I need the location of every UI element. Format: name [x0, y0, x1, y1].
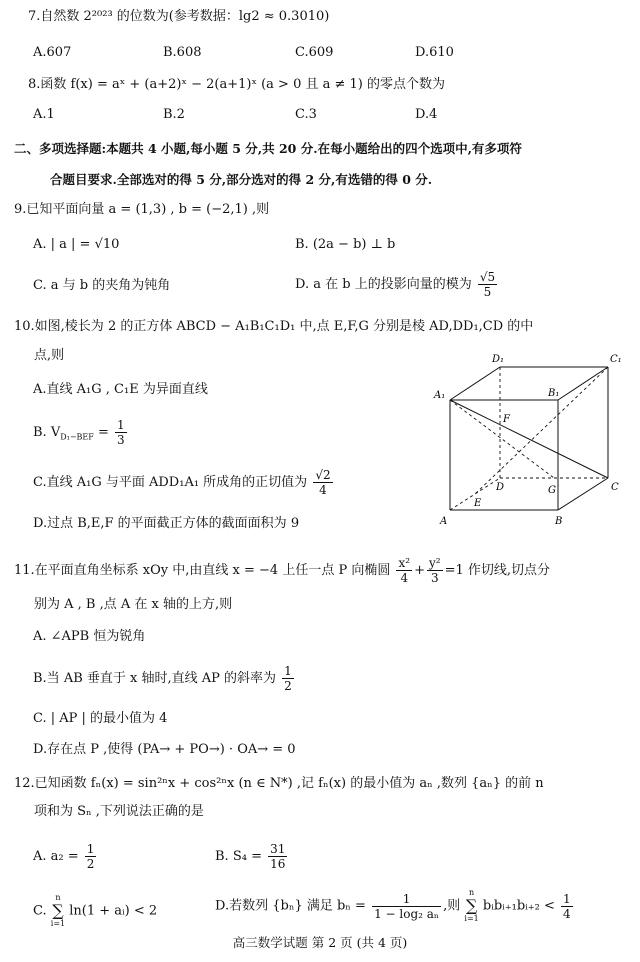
q12-option-a	[33, 842, 98, 871]
q12-option-d-sum-bottom: i=1	[464, 914, 479, 923]
q11-plus: +	[414, 563, 425, 578]
q12-option-c-sum-bottom: i=1	[50, 919, 66, 928]
q9-option-d-numerator: √5	[479, 270, 496, 284]
label-c1: C₁	[610, 354, 622, 365]
q11-four: 4	[400, 571, 409, 585]
line-a1-g-hidden	[450, 400, 554, 478]
line-c1-e-hidden	[475, 367, 608, 494]
q7-option-b: B.608	[163, 45, 202, 60]
q9-option-a: A. | a | = √10	[33, 237, 120, 252]
edge-b-c	[558, 478, 608, 510]
q11-stem-text: 11.在平面直角坐标系 xOy 中,由直线 x = −4 上任一点 P 向椭圆	[14, 563, 391, 578]
q9-option-d-denominator: 5	[483, 285, 492, 299]
edge-a1-d1	[450, 367, 500, 400]
q12-option-d-denominator2: 4	[563, 906, 571, 921]
q11-option-b-numerator: 1	[284, 664, 292, 678]
q11-option-b-denominator: 2	[284, 679, 292, 693]
q11-stem-line2: 别为 A , B ,点 A 在 x 轴的上方,则	[34, 597, 233, 612]
label-a1: A₁	[434, 390, 446, 401]
q12-option-b	[215, 842, 289, 871]
q12-option-c-sum-top: n	[55, 893, 61, 902]
section2-line2: 合题目要求.全部选对的得 5 分,部分选对的得 2 分,有选错的得 0 分.	[50, 172, 433, 187]
q12-option-b-numerator: 31	[270, 842, 286, 856]
q12-option-b-denominator: 16	[270, 857, 286, 871]
q7-stem: 7.自然数 2²⁰²³ 的位数为(参考数据：lg2 ≈ 0.3010)	[28, 9, 330, 24]
q9-option-d	[295, 270, 499, 299]
q12-option-c-label: C.	[33, 903, 47, 919]
q10-option-c-text: C.直线 A₁G 与平面 ADD₁A₁ 所成角的正切值为	[33, 475, 308, 490]
q10-option-d: D.过点 B,E,F 的平面截正方体的截面面积为 9	[33, 516, 300, 531]
q12-option-d-mid: ,则	[443, 898, 461, 914]
q11-option-a: A. ∠APB 恒为锐角	[33, 629, 146, 644]
q11-option-b	[33, 664, 296, 693]
q9-option-b: B. (2a − b) ⊥ b	[295, 237, 396, 252]
cube-figure	[430, 350, 630, 530]
label-g: G	[548, 485, 556, 496]
q12-option-d-sum	[464, 888, 478, 924]
q12-option-d-sum-top: n	[469, 888, 475, 897]
q8-option-c: C.3	[295, 107, 317, 122]
q11-three: 3	[430, 571, 439, 585]
q11-y-squared: y²	[428, 556, 441, 570]
section2-line1: 二、多项选择题:本题共 4 小题,每小题 5 分,共 20 分.在每小题给出的四个选项中,有多项符	[14, 141, 522, 156]
q10-option-b	[33, 418, 129, 447]
q10-option-c-denominator: 4	[319, 483, 327, 497]
q12-option-d	[215, 888, 575, 924]
label-b1: B₁	[548, 388, 560, 399]
q9-option-c: C. a 与 b 的夹角为钝角	[33, 278, 171, 293]
q12-option-a-text: A. a₂ =	[33, 849, 79, 864]
q12-option-c-sum	[51, 893, 65, 929]
page-footer: 高三数学试题 第 2 页 (共 4 页)	[232, 935, 408, 950]
q12-option-d-numerator: 1	[372, 892, 441, 907]
q10-option-b-text: B. V	[33, 425, 61, 440]
q12-option-c	[33, 893, 157, 929]
q10-option-a: A.直线 A₁G , C₁E 为异面直线	[33, 382, 208, 397]
q10-stem-line1: 10.如图,棱长为 2 的正方体 ABCD − A₁B₁C₁D₁ 中,点 E,F,G 分别是棱 AD,DD₁,CD 的中	[14, 319, 534, 334]
q9-stem: 9.已知平面向量 a = (1,3) , b = (−2,1) ,则	[14, 202, 270, 217]
q11-fraction-y	[427, 556, 443, 585]
label-d1: D₁	[492, 354, 505, 365]
q11-option-b-fraction	[282, 664, 294, 693]
q8-option-d: D.4	[415, 107, 438, 122]
q12-option-d-denominator: 1 − log₂ aₙ	[374, 906, 440, 921]
edge-b1-c1	[558, 367, 608, 400]
label-d: D	[496, 482, 505, 493]
q8-option-b: B.2	[163, 107, 185, 122]
q7-option-a: A.607	[33, 45, 72, 60]
label-c: C	[611, 482, 619, 493]
q7-option-c: C.609	[295, 45, 334, 60]
q12-option-b-fraction	[268, 842, 287, 871]
q11-option-b-text: B.当 AB 垂直于 x 轴时,直线 AP 的斜率为	[33, 671, 277, 686]
q12-option-b-text: B. S₄ =	[215, 849, 262, 864]
q12-option-d-text: D.若数列 {bₙ} 满足 bₙ =	[215, 898, 366, 914]
q10-option-c-numerator: √2	[315, 468, 331, 482]
q10-option-b-numerator: 1	[116, 418, 125, 432]
q10-stem-line2: 点,则	[34, 348, 65, 363]
label-b: B	[555, 516, 563, 527]
q10-option-b-fraction	[115, 418, 127, 447]
q12-option-a-fraction	[85, 842, 97, 871]
q10-option-c-fraction	[313, 468, 332, 497]
q11-option-d: D.存在点 P ,使得 (PA→ + PO→) · OA→ = 0	[33, 742, 296, 757]
label-a: A	[440, 516, 448, 527]
q12-option-d-body: bᵢbᵢ₊₁bᵢ₊₂ <	[482, 898, 555, 914]
q10-option-b-subscript: D₁−BEF	[60, 432, 94, 442]
q7-option-d: D.610	[415, 45, 454, 60]
q10-option-b-equals: =	[93, 425, 109, 440]
q9-option-d-fraction	[478, 270, 497, 299]
q12-option-d-sigma: ∑	[465, 896, 478, 915]
q11-stem-line1	[14, 556, 550, 585]
q10-option-c	[33, 468, 335, 497]
q12-stem-line2: 项和为 Sₙ ,下列说法正确的是	[34, 804, 204, 819]
q11-fraction-x	[396, 556, 412, 585]
q8-stem: 8.函数 f(x) = aˣ + (a+2)ˣ − 2(a+1)ˣ (a > 0 且 a ≠ 1) 的零点个数为	[28, 77, 445, 92]
q12-stem-line1: 12.已知函数 fₙ(x) = sin²ⁿx + cos²ⁿx (n ∈ N*) ,记 fₙ(x) 的最小值为 aₙ ,数列 {aₙ} 的前 n	[14, 776, 544, 791]
q8-option-a: A.1	[33, 107, 55, 122]
label-f: F	[503, 414, 510, 425]
line-a1-c	[450, 400, 608, 478]
q11-stem-post: =1 作切线,切点分	[444, 563, 550, 578]
q12-option-a-numerator: 1	[86, 842, 95, 856]
label-e: E	[474, 498, 482, 509]
q10-option-b-denominator: 3	[116, 433, 125, 447]
q12-option-a-denominator: 2	[86, 857, 95, 871]
q12-option-d-numerator2: 1	[563, 891, 571, 906]
q11-option-c: C. | AP | 的最小值为 4	[33, 711, 168, 726]
q11-x-squared: x²	[398, 556, 411, 570]
q12-option-c-body: ln(1 + aᵢ) < 2	[69, 903, 158, 919]
q12-option-d-fraction	[372, 892, 441, 921]
q9-option-d-text: D. a 在 b 上的投影向量的模为	[295, 277, 472, 292]
q12-option-d-fraction2	[561, 892, 573, 921]
q12-option-c-sigma: ∑	[52, 901, 64, 920]
